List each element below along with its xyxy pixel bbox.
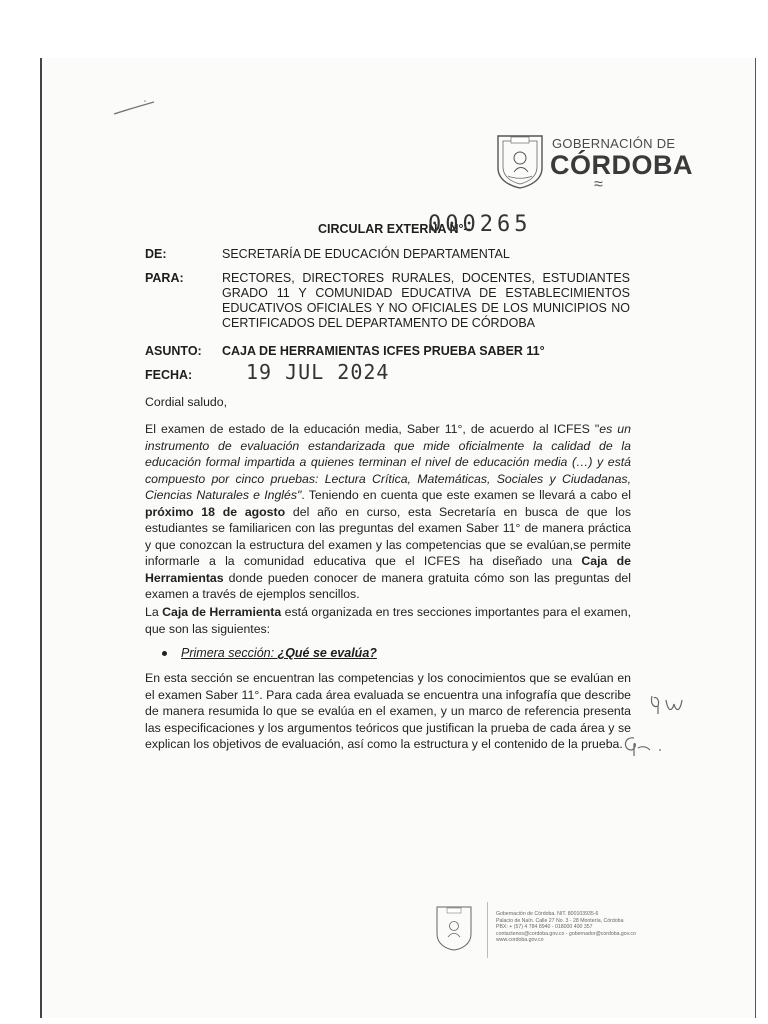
p1-icfes-quote: es un instrumento de evaluación estandarizada que mide oficialmente la calidad de la educación formal impartida a quienes terminan el nivel de educación media (…) y está compuesto por cinco pruebas: Lectura Crítica, Matemáticas, Sociales y Ciudadanas, Ciencias Naturales e Inglés" xyxy=(145,422,631,502)
asunto-label: ASUNTO: xyxy=(145,344,202,358)
logo-line-gobernacion: GOBERNACIÓN DE xyxy=(552,136,676,151)
circular-number-stamp: 000265 xyxy=(428,212,532,237)
de-value: SECRETARÍA DE EDUCACIÓN DEPARTAMENTAL xyxy=(222,247,510,261)
handwritten-signature-mark xyxy=(620,732,664,758)
para-line: RECTORES, DIRECTORES RURALES, DOCENTES, ESTUDIANTES xyxy=(222,271,630,285)
bullet-section-label: Primera sección: xyxy=(181,646,278,660)
paragraph-section-description xyxy=(145,670,631,753)
fecha-date-stamp: 19 JUL 2024 xyxy=(246,360,390,384)
para-value xyxy=(222,271,630,331)
para-line: GRADO 11 Y COMUNIDAD EDUCATIVA DE ESTABLECIMIENTOS xyxy=(222,286,630,300)
para-line: CERTIFICADOS DEL DEPARTAMENTO DE CÓRDOBA xyxy=(222,316,536,330)
paragraph-exam xyxy=(145,421,631,603)
p1-text: . Teniendo en cuenta que este examen se llevará a cabo el xyxy=(301,488,631,502)
de-label: DE: xyxy=(145,247,167,261)
gobernacion-logo xyxy=(494,132,693,193)
circular-label: CIRCULAR EXTERNA N°– xyxy=(318,222,471,236)
footer-divider xyxy=(487,902,488,958)
pen-stroke-mark xyxy=(112,98,156,118)
p1-end: donde pueden conocer de manera gratuita cómo son las preguntas del examen a través de ejemplos sencillos. xyxy=(145,570,631,601)
footer-line: PBX: + (57) 4 784 8940 - 018000 400 357 xyxy=(496,924,593,931)
p3-text: En esta sección se encuentran las competencias y los conocimientos que se evalúan en el examen Saber 11°. Para cada área evaluada se encuentra una infografía que describe de manera resumida lo que se evalúa en el examen, y un marco de referencia presenta las especificaciones y los argumentos teóricos que justifican la prueba de cada área y se explican los objetivos de evaluación, así como la estructura y el contenido de la prueba. xyxy=(145,671,631,751)
fecha-label: FECHA: xyxy=(145,368,193,382)
handwritten-initial-mark xyxy=(648,690,688,720)
p1-toolbox: Caja de Herramientas xyxy=(145,554,631,585)
para-line: EDUCATIVOS OFICIALES Y NO OFICIALES DE LOS MUNICIPIOS NO xyxy=(222,301,630,315)
greeting: Cordial saludo, xyxy=(145,395,228,409)
asunto-value: CAJA DE HERRAMIENTAS ICFES PRUEBA SABER 11° xyxy=(222,344,545,358)
p1-exam-date: próximo 18 de agosto xyxy=(145,504,286,519)
department-seal-icon xyxy=(494,132,546,190)
p2-end: está organizada en tres secciones importantes para el examen, que son las siguientes: xyxy=(145,605,631,636)
p2-toolbox: Caja de Herramienta xyxy=(162,605,282,619)
para-label: PARA: xyxy=(145,271,184,285)
footer-line: Gobernación de Córdoba. NIT. 800103935-6 xyxy=(496,911,599,917)
footer-line: www.cordoba.gov.co xyxy=(496,937,544,944)
paragraph-organization xyxy=(145,604,631,637)
footer-line: Palacio de Naín. Calle 27 No. 3 - 28 Montería, Córdoba xyxy=(496,917,624,924)
p2-start: La xyxy=(145,605,163,619)
p1-intro: El examen de estado de la educación media, Saber 11°, de acuerdo al ICFES " xyxy=(145,422,600,436)
bullet-dot-icon xyxy=(162,651,167,656)
footer-line: contactenos@cordoba.gov.co - gobernador@cordoba.gov.co xyxy=(496,930,636,937)
logo-wave-symbol: ≈ xyxy=(594,176,603,193)
logo-line-cordoba: CÓRDOBA xyxy=(550,150,693,180)
bullet-first-section xyxy=(162,646,377,660)
footer-contact-info xyxy=(496,911,636,944)
p1-text-cont: del año en curso, esta Secretaría en busca de que los estudiantes se familiaricen con las preguntas del examen Saber 11° de manera práctica y que conozcan la estructura del examen y las competencias que se evalúan,se permite informarle a la comunidad educativa que el ICFES ha diseñado una xyxy=(145,504,631,568)
bullet-section-question: ¿Qué se evalúa? xyxy=(277,646,377,660)
footer-seal-icon xyxy=(434,904,474,952)
